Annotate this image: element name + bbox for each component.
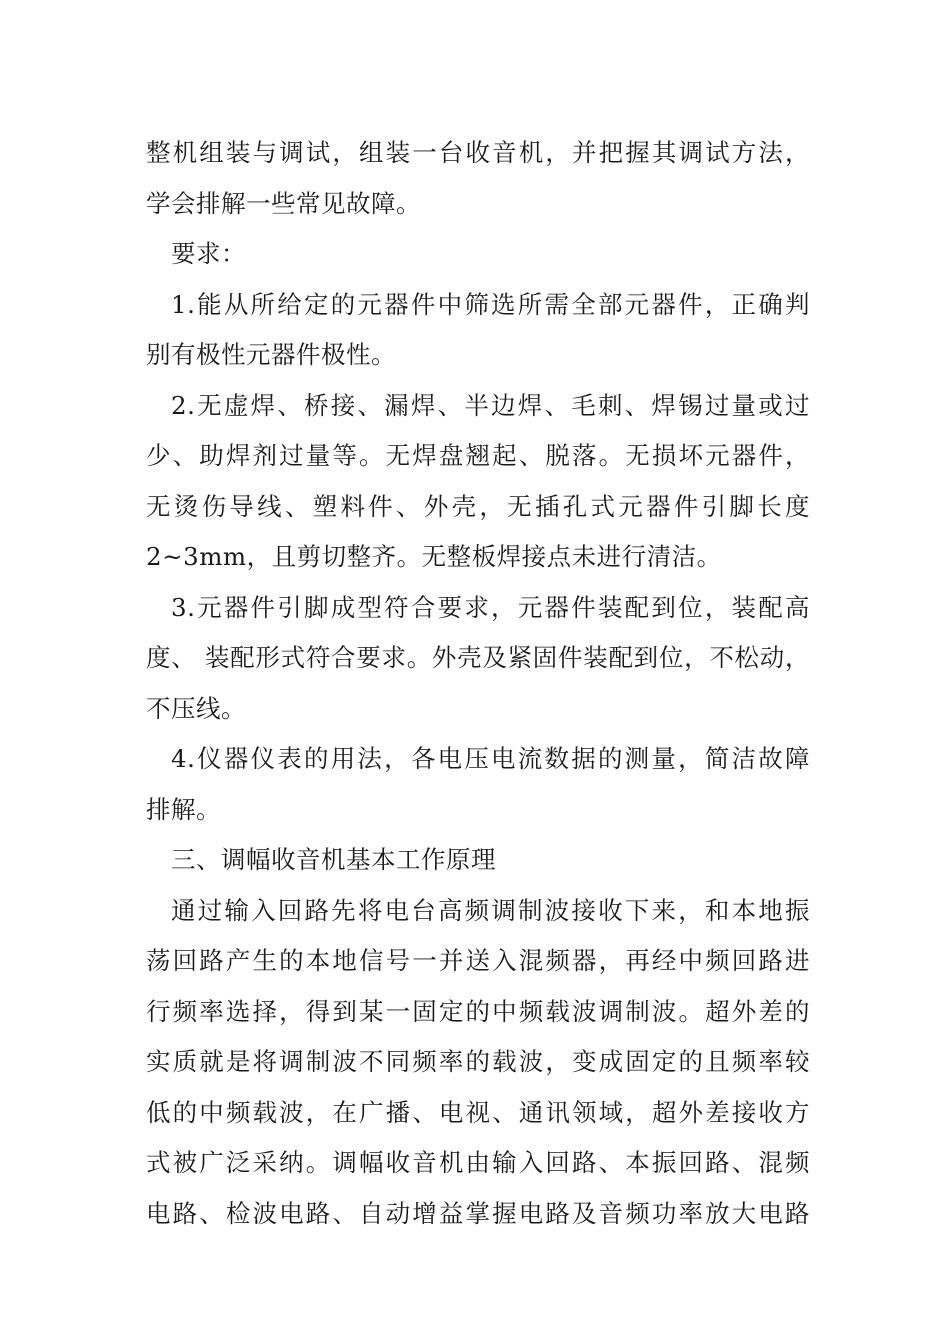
list-item-line: 别有极性元器件极性。 [146, 340, 396, 369]
paragraph-line: 行频率选择，得到某一固定的中频载波调制波。超外差的 [146, 996, 810, 1026]
paragraph-line: 实质就是将调制波不同频率的载波，变成固定的且频率较 [146, 1047, 810, 1076]
paragraph-line: 式被广泛采纳。调幅收音机由输入回路、本振回路、混频 [146, 1148, 810, 1177]
list-item-line: 4.仪器仪表的用法，各电压电流数据的测量，简洁故障 [171, 744, 810, 773]
document-body [146, 128, 810, 1239]
list-item-line: 排解。 [146, 794, 221, 824]
paragraph-line: 低的中频载波，在广播、电视、通讯领域，超外差接收方 [146, 1097, 810, 1127]
paragraph-line: 电路、检波电路、自动增益掌握电路及音频功率放大电路 [146, 1198, 810, 1228]
list-item-line: 少、助焊剂过量等。无焊盘翘起、脱落。无损坏元器件， [146, 441, 810, 470]
list-item-line: 1.能从所给定的元器件中筛选所需全部元器件，正确判 [171, 289, 810, 319]
paragraph-line: 学会排解一些常见故障。 [146, 188, 421, 218]
paragraph-line: 通过输入回路先将电台高频调制波接收下来，和本地振 [171, 895, 810, 925]
list-item-line: 2.无虚焊、桥接、漏焊、半边焊、毛刺、焊锡过量或过 [171, 390, 810, 420]
list-item-line: 无烫伤导线、塑料件、外壳，无插孔式元器件引脚长度 [146, 491, 810, 521]
paragraph-line: 整机组装与调试，组装一台收音机，并把握其调试方法， [146, 138, 810, 167]
list-item-line: 不压线。 [146, 693, 246, 723]
section-label: 要求： [171, 239, 246, 268]
list-item-line: 度、 装配形式符合要求。外壳及紧固件装配到位，不松动， [146, 643, 810, 672]
list-item-line: 2~3mm，且剪切整齐。无整板焊接点未进行清洁。 [146, 542, 722, 571]
list-item-line: 3.元器件引脚成型符合要求，元器件装配到位，装配高 [171, 592, 810, 622]
section-heading: 三、调幅收音机基本工作原理 [171, 845, 496, 874]
paragraph-line: 荡回路产生的本地信号一并送入混频器，再经中频回路进 [146, 946, 810, 975]
